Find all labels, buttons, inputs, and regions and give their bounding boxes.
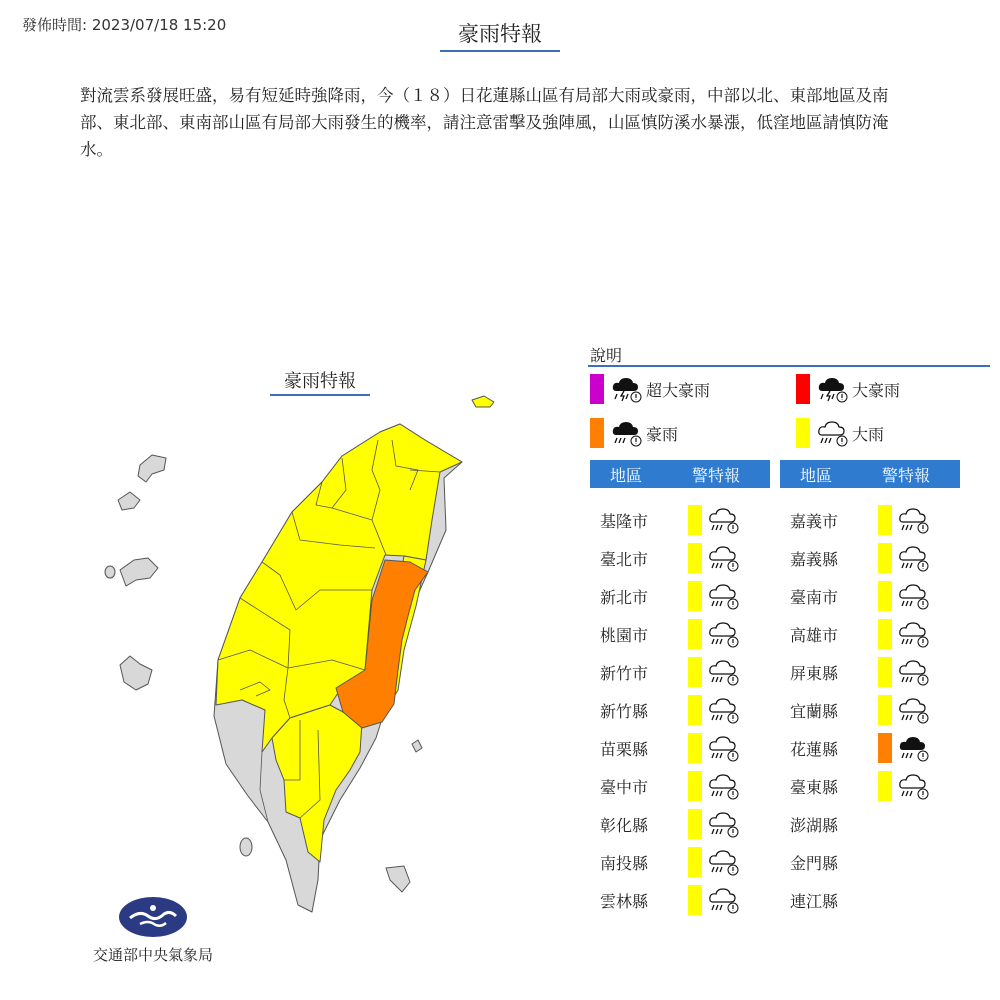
region-name: 金門縣 [790, 853, 839, 873]
outline-rain-icon [897, 544, 929, 572]
warning-color-bar [688, 657, 702, 687]
table-header-right [780, 460, 960, 488]
region-name: 桃園市 [600, 625, 649, 645]
legend-label: 超大豪雨 [646, 380, 711, 400]
region-name: 花蓮縣 [790, 739, 839, 759]
warning-color-bar [688, 581, 702, 611]
legend-item-torrential [590, 418, 678, 448]
legend-label: 大豪雨 [852, 380, 901, 400]
map-region-matsu-2 [118, 492, 140, 510]
warning-color-bar [878, 733, 892, 763]
cwb-logo-icon [118, 896, 188, 938]
outline-rain-icon [707, 506, 739, 534]
map-region-xiaoliuqiu [240, 838, 252, 856]
col-area-header: 地區 [609, 465, 642, 485]
legend-label: 豪雨 [646, 424, 679, 444]
table-row [780, 581, 960, 611]
warning-color-bar [688, 847, 702, 877]
warning-color-bar [688, 619, 702, 649]
map-region-pengjia [472, 396, 494, 407]
warning-color-bar [878, 619, 892, 649]
region-name: 連江縣 [790, 891, 839, 911]
region-name: 臺北市 [600, 549, 649, 569]
region-name: 宜蘭縣 [790, 701, 839, 721]
region-name: 臺東縣 [790, 777, 839, 797]
outline-rain-icon [707, 696, 739, 724]
region-name: 嘉義縣 [790, 549, 839, 569]
outline-rain-icon [897, 506, 929, 534]
table-header-left [590, 460, 770, 488]
outline-rain-icon [707, 658, 739, 686]
map-region-penghu [120, 656, 152, 690]
col-warning-header: 警特報 [691, 465, 740, 485]
warning-color-bar [878, 771, 892, 801]
region-name: 雲林縣 [600, 891, 649, 911]
table-row [590, 733, 770, 763]
warning-color-bar [688, 543, 702, 573]
table-row [780, 847, 960, 877]
region-name: 彰化縣 [600, 815, 649, 835]
region-name: 新竹市 [600, 663, 649, 683]
thunder-rain-icon [897, 734, 929, 762]
thunder-rain-icon [610, 375, 642, 403]
legend-item-super-torrential [590, 374, 710, 404]
table-row [590, 771, 770, 801]
table-row [590, 581, 770, 611]
table-row [590, 809, 770, 839]
table-row [780, 771, 960, 801]
region-name: 臺中市 [600, 777, 649, 797]
map-region-orchid-island [412, 740, 422, 752]
table-row [590, 695, 770, 725]
table-row [780, 619, 960, 649]
outline-rain-icon [897, 620, 929, 648]
table-row [780, 885, 960, 915]
map-region-lieyu [105, 566, 115, 578]
table-row [590, 885, 770, 915]
legend-swatch [796, 374, 810, 404]
warning-color-bar [878, 505, 892, 535]
legend-item-extremely-torrential [796, 374, 900, 404]
outline-rain-icon [707, 772, 739, 800]
outline-rain-icon [707, 620, 739, 648]
legend-divider [588, 365, 990, 367]
outline-rain-icon [897, 582, 929, 610]
region-name: 屏東縣 [790, 663, 839, 683]
warning-color-bar [878, 695, 892, 725]
outline-rain-icon [816, 419, 848, 447]
region-name: 臺南市 [790, 587, 839, 607]
col-area-header: 地區 [799, 465, 832, 485]
table-row [590, 657, 770, 687]
outline-rain-icon [897, 696, 929, 724]
table-row [780, 733, 960, 763]
table-row [590, 619, 770, 649]
table-row [780, 809, 960, 839]
region-name: 高雄市 [790, 625, 839, 645]
warning-color-bar [688, 695, 702, 725]
legend-item-heavy-rain [796, 418, 884, 448]
page-title: 豪雨特報 [440, 18, 560, 52]
map-region-green-island [386, 866, 410, 892]
table-row [780, 695, 960, 725]
thunder-rain-icon [610, 419, 642, 447]
taiwan-warning-map [100, 390, 520, 920]
table-row [780, 543, 960, 573]
warning-color-bar [688, 771, 702, 801]
region-name: 澎湖縣 [790, 815, 839, 835]
warning-color-bar [688, 885, 702, 915]
outline-rain-icon [897, 658, 929, 686]
region-name: 新竹縣 [600, 701, 649, 721]
col-warning-header: 警特報 [881, 465, 930, 485]
warning-color-bar [878, 657, 892, 687]
legend-label: 大雨 [852, 424, 885, 444]
outline-rain-icon [707, 582, 739, 610]
table-row [780, 505, 960, 535]
legend-title: 說明 [590, 346, 623, 365]
agency-name: 交通部中央氣象局 [92, 946, 213, 964]
warning-color-bar [878, 581, 892, 611]
table-row [780, 657, 960, 687]
table-row [590, 543, 770, 573]
warning-color-bar [688, 809, 702, 839]
region-name: 基隆市 [600, 511, 649, 531]
table-row [590, 505, 770, 535]
legend-swatch [590, 418, 604, 448]
outline-rain-icon [707, 810, 739, 838]
table-row [590, 847, 770, 877]
region-name: 苗栗縣 [600, 739, 649, 759]
map-region-matsu-1 [138, 455, 166, 482]
region-name: 南投縣 [600, 853, 649, 873]
outline-rain-icon [707, 734, 739, 762]
issue-time: 發佈時間: 2023/07/18 15:20 [22, 16, 227, 34]
legend-swatch [590, 374, 604, 404]
region-name: 新北市 [600, 587, 649, 607]
warning-color-bar [688, 505, 702, 535]
warning-color-bar [688, 733, 702, 763]
outline-rain-icon [707, 544, 739, 572]
bulletin-text: 對流雲系發展旺盛，易有短延時強降雨，今（１８）日花蓮縣山區有局部大雨或豪雨，中部以北、東部地區及南部、東北部、東南部山區有局部大雨發生的機率，請注意雷擊及強陣風，山區慎防溪水暴漲，低窪地區請慎防淹水。 [80, 86, 889, 159]
map-title: 豪雨特報 [270, 367, 370, 396]
outline-rain-icon [897, 772, 929, 800]
outline-rain-icon [707, 848, 739, 876]
legend-swatch [796, 418, 810, 448]
outline-rain-icon [707, 886, 739, 914]
map-region-kinmen [120, 558, 158, 586]
thunder-rain-icon [816, 375, 848, 403]
warning-color-bar [878, 543, 892, 573]
region-name: 嘉義市 [790, 511, 839, 531]
